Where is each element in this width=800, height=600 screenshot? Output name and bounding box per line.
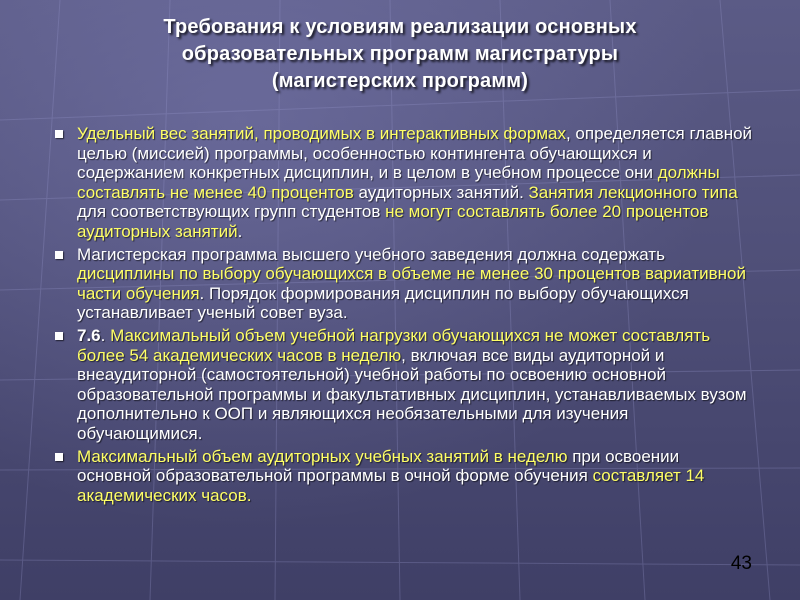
page-number: 43: [730, 553, 752, 574]
bullet-text: для соответствующих групп студентов: [77, 202, 386, 222]
bullet-text: 7.6: [77, 325, 101, 345]
bullet-text: , определяется главной целью (миссией) программы, особенностью контингента обучающихся и содержанием конкретных дисциплин, и в целом в учебном процессе они: [77, 124, 753, 183]
highlighted-text: Занятия лекционного типа: [528, 182, 738, 202]
bullet-list: [55, 124, 755, 508]
bullet-item: [55, 326, 755, 444]
title-line-3: (магистерских программ): [271, 70, 529, 92]
highlighted-text: Максимальный объем учебной нагрузки обучающихся не может составлять более 54 академических часов в неделю: [77, 325, 711, 365]
title-line-2: образовательных программ магистратуры: [181, 43, 619, 65]
bullet-item: [55, 447, 755, 506]
highlighted-text: не могут составлять более 20 процентов аудиторных занятий: [77, 202, 709, 241]
bullet-square-icon: [55, 332, 63, 340]
bullet-text: .: [237, 221, 243, 241]
bullet-text: .: [100, 325, 111, 345]
bullet-item: [55, 124, 755, 242]
bullet-text: . Порядок формирования дисциплин по выбору обучающихся устанавливает ученый совет вуза.: [77, 283, 689, 323]
highlighted-text: Удельный вес занятий, проводимых в интерактивных формах: [77, 124, 566, 143]
highlighted-text: Максимальный объем аудиторных учебных занятий в неделю: [77, 446, 568, 466]
highlighted-text: должны составлять не менее 40 процентов: [77, 163, 720, 202]
bullet-text: аудиторных занятий.: [353, 182, 529, 202]
bullet-square-icon: [55, 453, 63, 461]
bullet-text: Магистерская программа высшего учебного заведения должна содержать: [77, 244, 665, 264]
highlighted-text: дисциплины по выбору обучающихся в объеме не менее 30 процентов вариативной части обучения: [77, 264, 746, 303]
bullet-square-icon: [55, 130, 63, 138]
slide-title: [40, 14, 760, 95]
bullet-square-icon: [55, 251, 63, 259]
bullet-text: при освоении основной образовательной программы в очной форме обучения: [77, 446, 680, 486]
bullet-item: [55, 245, 755, 323]
bullet-text: , включая все виды аудиторной и внеаудиторной (самостоятельной) учебной работы по освоению основной образовательной программы и факультативных дисциплин, устанавливаемых вузом дополнительно к ООП и являющихся необязательными для изучения обучающимися.: [77, 345, 747, 443]
highlighted-text: составляет 14 академических часов.: [77, 466, 705, 505]
title-line-1: Требования к условиям реализации основных: [163, 16, 637, 38]
